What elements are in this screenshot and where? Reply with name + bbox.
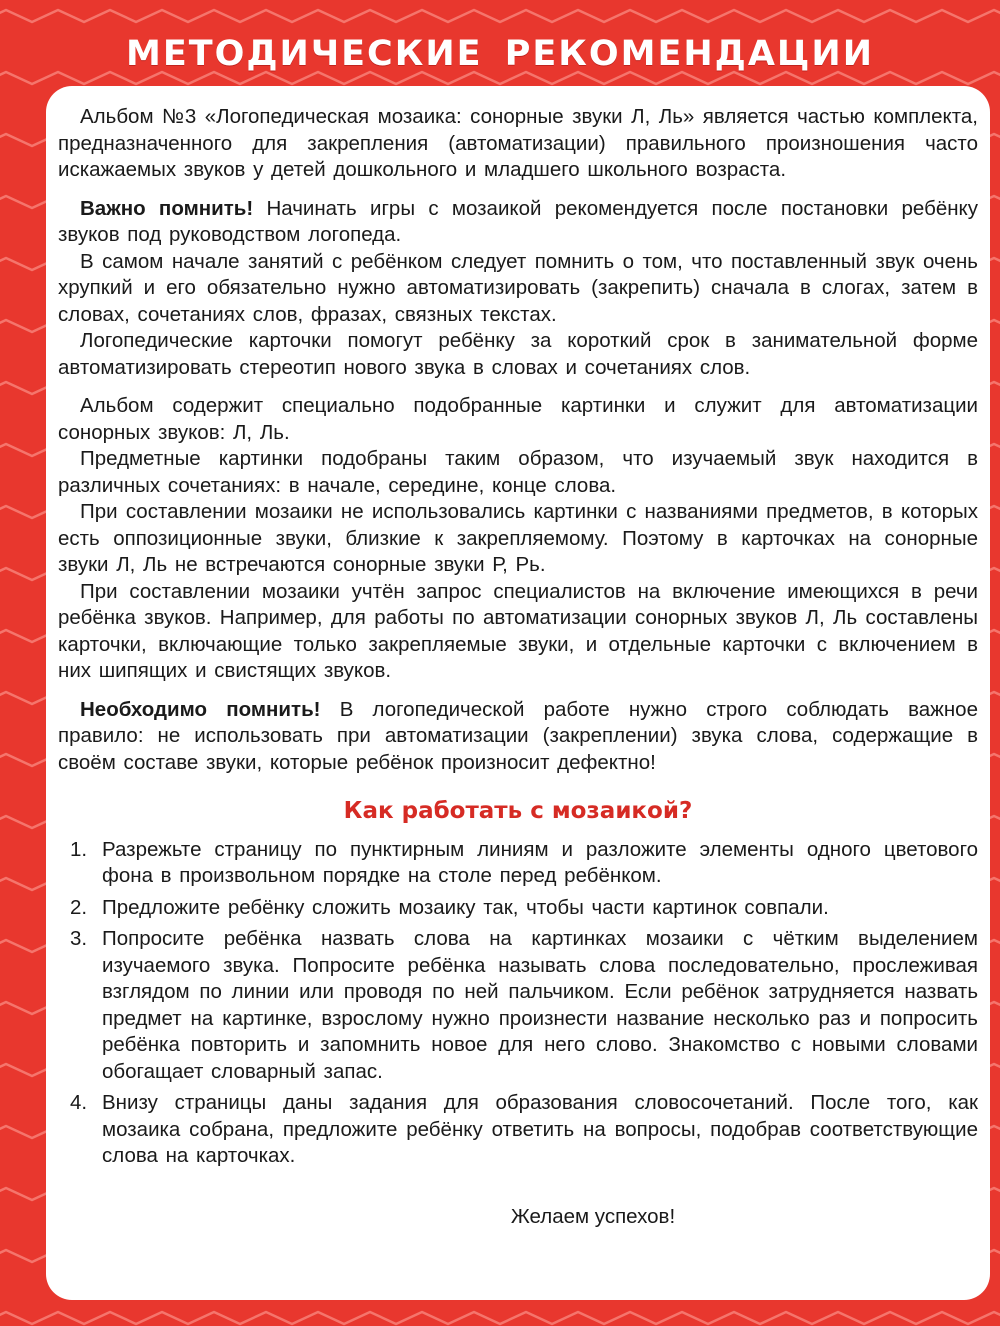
paragraph-opposition-sounds: При составлении мозаики не использовались картинки с названиями предметов, в которых есть оппозиционные звуки, близкие к закрепляемому. Поэтому в карточках на сонорные звуки Л, Ль не встречаются сонорные звуки Р, Рь.	[58, 500, 978, 576]
step-text: Предложите ребёнку сложить мозаику так, чтобы части картинок совпали.	[102, 895, 829, 919]
step-number: 2.	[70, 895, 88, 919]
step-number: 1.	[70, 837, 88, 861]
paragraph-cards: Логопедические карточки помогут ребёнку за короткий срок в занимательной форме автоматизировать стереотип нового звука в словах и сочетаниях слов.	[58, 329, 978, 379]
step-number: 3.	[70, 927, 88, 950]
list-item	[58, 895, 978, 922]
paragraph-album-contents: Альбом содержит специально подобранные картинки и служит для автоматизации сонорных звуков: Л, Ль.	[58, 394, 978, 444]
page-title: МЕТОДИЧЕСКИЕ РЕКОМЕНДАЦИИ	[126, 34, 874, 74]
necessary-text: В логопедической работе нужно строго соблюдать важное правило: не использовать при автоматизации (закреплении) звука слова, содержащие в своём составе звуки, которые ребёнок произносит дефектно!	[58, 697, 978, 774]
closing-wish: Желаем успехов!	[510, 1204, 676, 1228]
important-label: Важно помнить!	[80, 196, 254, 220]
necessary-label: Необходимо помнить!	[80, 697, 321, 721]
document-body	[58, 104, 978, 1230]
step-text: Внизу страницы даны задания для образования словосочетаний. После того, как мозаика собрана, предложите ребёнку ответить на вопросы, подобрав соответствующие слова на карточках.	[102, 1091, 978, 1167]
list-item	[58, 926, 978, 1085]
important-paragraph	[58, 196, 978, 249]
step-text: Попросите ребёнка назвать слова на картинках мозаики с чётким выделением изучаемого звука. Попросите ребёнка называть слова последовательно, прослеживая взглядом по линии или проводя по ней пальчиком. Если ребёнок затрудняется назвать предмет на картинке, взрослому нужно произнести название несколько раз и попросить ребёнка повторить и запомнить новое для него слово. Знакомство с новыми словами обогащает словарный запас.	[102, 927, 978, 1083]
step-number: 4.	[70, 1091, 88, 1114]
steps-list	[58, 837, 978, 1170]
step-text: Разрежьте страницу по пунктирным линиям и разложите элементы одного цветового фона в произвольном порядке на столе перед ребёнком.	[102, 837, 978, 887]
necessary-paragraph	[58, 697, 978, 777]
important-text: Начинать игры с мозаикой рекомендуется после постановки ребёнку звуков под руководством логопеда.	[58, 196, 978, 246]
intro-paragraph: Альбом №3 «Логопедическая мозаика: сонорные звуки Л, Ль» является частью комплекта, предназначенного для закрепления (автоматизации) правильного произношения часто искажаемых звуков у детей дошкольного и младшего школьного возраста.	[58, 105, 978, 181]
section-subtitle: Как работать с мозаикой?	[343, 798, 693, 824]
paragraph-specialists: При составлении мозаики учтён запрос специалистов на включение имеющихся в речи ребёнка звуков. Например, для работы по автоматизации сонорных звуков Л, Ль составлены карточки, включающие только закрепляемые звуки, и отдельные карточки с включением в них шипящих и свистящих звуков.	[58, 579, 978, 682]
zigzag-line	[0, 10, 1000, 22]
zigzag-line	[0, 1312, 1000, 1324]
list-item	[58, 1090, 978, 1170]
paragraph-sound-fragile: В самом начале занятий с ребёнком следует помнить о том, что поставленный звук очень хрупкий и его обязательно нужно автоматизировать (закрепить) сначала в слогах, затем в словах, сочетаниях слов, фразах, связных текстах.	[58, 249, 978, 326]
list-item	[58, 837, 978, 890]
paragraph-pictures: Предметные картинки подобраны таким образом, что изучаемый звук находится в различных сочетаниях: в начале, середине, конце слова.	[58, 447, 978, 497]
